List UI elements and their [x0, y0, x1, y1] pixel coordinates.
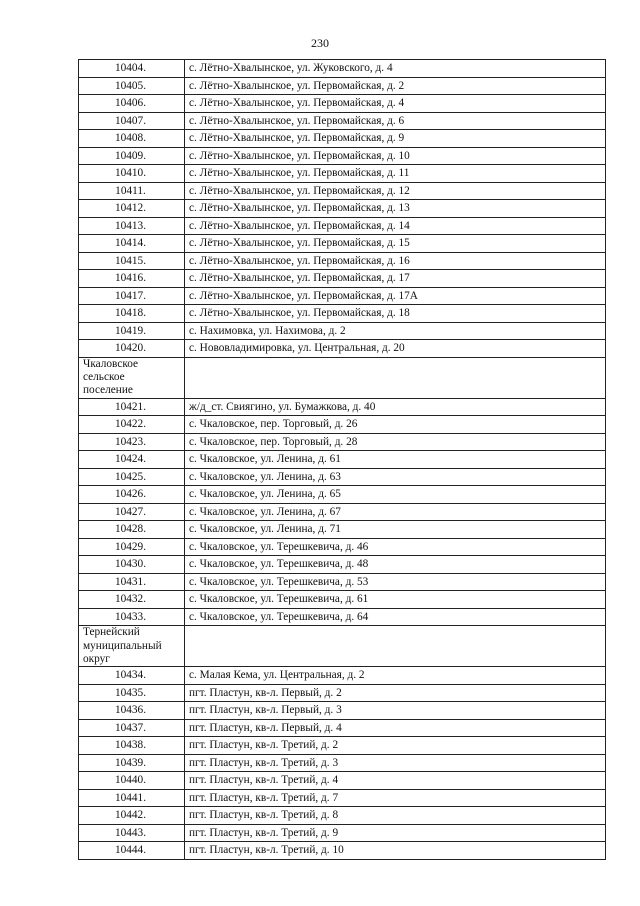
- row-number: 10441.: [79, 789, 185, 807]
- row-address: с. Чкаловское, ул. Ленина, д. 63: [185, 468, 606, 486]
- row-address: с. Лётно-Хвалынское, ул. Первомайская, д. 4: [185, 95, 606, 113]
- row-address: ж/д_ст. Свиягино, ул. Бумажкова, д. 40: [185, 398, 606, 416]
- row-address: с. Лётно-Хвалынское, ул. Первомайская, д. 18: [185, 305, 606, 323]
- section-empty-cell: [185, 357, 606, 398]
- row-number: 10438.: [79, 737, 185, 755]
- table-row: [79, 486, 606, 504]
- row-number: 10417.: [79, 287, 185, 305]
- table-row: [79, 754, 606, 772]
- table-row: [79, 235, 606, 253]
- table-row: [79, 451, 606, 469]
- row-number: 10422.: [79, 416, 185, 434]
- row-number: 10434.: [79, 667, 185, 685]
- table-row: [79, 165, 606, 183]
- table-row: [79, 433, 606, 451]
- table-row: [79, 416, 606, 434]
- row-address: с. Лётно-Хвалынское, ул. Первомайская, д. 6: [185, 112, 606, 130]
- row-number: 10426.: [79, 486, 185, 504]
- row-address: пгт. Пластун, кв-л. Третий, д. 3: [185, 754, 606, 772]
- row-number: 10430.: [79, 556, 185, 574]
- row-address: пгт. Пластун, кв-л. Первый, д. 4: [185, 719, 606, 737]
- row-address: с. Лётно-Хвалынское, ул. Первомайская, д. 10: [185, 147, 606, 165]
- row-address: с. Лётно-Хвалынское, ул. Жуковского, д. 4: [185, 60, 606, 78]
- table-row: [79, 538, 606, 556]
- row-address: с. Чкаловское, ул. Терешкевича, д. 48: [185, 556, 606, 574]
- row-address: с. Лётно-Хвалынское, ул. Первомайская, д. 2: [185, 77, 606, 95]
- row-address: пгт. Пластун, кв-л. Третий, д. 8: [185, 807, 606, 825]
- row-number: 10437.: [79, 719, 185, 737]
- row-number: 10413.: [79, 217, 185, 235]
- page-number: 230: [311, 36, 329, 50]
- table-row: [79, 608, 606, 626]
- row-address: пгт. Пластун, кв-л. Третий, д. 4: [185, 772, 606, 790]
- row-address: с. Чкаловское, ул. Терешкевича, д. 46: [185, 538, 606, 556]
- row-address: пгт. Пластун, кв-л. Первый, д. 2: [185, 684, 606, 702]
- table-row: [79, 702, 606, 720]
- row-number: 10424.: [79, 451, 185, 469]
- row-number: 10419.: [79, 322, 185, 340]
- table-row: [79, 719, 606, 737]
- row-address: с. Лётно-Хвалынское, ул. Первомайская, д. 17А: [185, 287, 606, 305]
- table-row: [79, 60, 606, 78]
- table-row: [79, 667, 606, 685]
- table-row: [79, 503, 606, 521]
- row-address: с. Лётно-Хвалынское, ул. Первомайская, д. 14: [185, 217, 606, 235]
- table-row: [79, 772, 606, 790]
- row-number: 10427.: [79, 503, 185, 521]
- row-number: 10431.: [79, 573, 185, 591]
- table-row: [79, 573, 606, 591]
- row-address: пгт. Пластун, кв-л. Третий, д. 2: [185, 737, 606, 755]
- row-number: 10405.: [79, 77, 185, 95]
- row-number: 10411.: [79, 182, 185, 200]
- row-number: 10418.: [79, 305, 185, 323]
- row-number: 10416.: [79, 270, 185, 288]
- table-row: [79, 556, 606, 574]
- row-address: с. Лётно-Хвалынское, ул. Первомайская, д. 12: [185, 182, 606, 200]
- table-row: [79, 322, 606, 340]
- section-title: Тернейский муниципальный округ: [79, 626, 185, 667]
- row-address: с. Чкаловское, пер. Торговый, д. 28: [185, 433, 606, 451]
- row-address: с. Лётно-Хвалынское, ул. Первомайская, д. 15: [185, 235, 606, 253]
- table-row: [79, 252, 606, 270]
- row-address: с. Малая Кема, ул. Центральная, д. 2: [185, 667, 606, 685]
- table-row: [79, 521, 606, 539]
- row-number: 10429.: [79, 538, 185, 556]
- table-row: [79, 182, 606, 200]
- table-row: [79, 398, 606, 416]
- row-number: 10433.: [79, 608, 185, 626]
- row-address: с. Чкаловское, ул. Ленина, д. 61: [185, 451, 606, 469]
- row-address: с. Чкаловское, пер. Торговый, д. 26: [185, 416, 606, 434]
- row-number: 10423.: [79, 433, 185, 451]
- row-number: 10435.: [79, 684, 185, 702]
- row-address: с. Чкаловское, ул. Ленина, д. 65: [185, 486, 606, 504]
- table-row: [79, 77, 606, 95]
- table-row: [79, 130, 606, 148]
- row-number: 10428.: [79, 521, 185, 539]
- section-title: Чкаловское сельское поселение: [79, 357, 185, 398]
- row-address: с. Чкаловское, ул. Терешкевича, д. 53: [185, 573, 606, 591]
- row-number: 10420.: [79, 340, 185, 358]
- table-row: [79, 95, 606, 113]
- row-number: 10444.: [79, 842, 185, 860]
- table-row: [79, 270, 606, 288]
- row-number: 10439.: [79, 754, 185, 772]
- section-header-row: [79, 626, 606, 667]
- table-row: [79, 468, 606, 486]
- row-number: 10412.: [79, 200, 185, 218]
- row-address: с. Лётно-Хвалынское, ул. Первомайская, д. 13: [185, 200, 606, 218]
- row-address: с. Лётно-Хвалынское, ул. Первомайская, д. 16: [185, 252, 606, 270]
- row-address: пгт. Пластун, кв-л. Третий, д. 9: [185, 824, 606, 842]
- row-address: с. Лётно-Хвалынское, ул. Первомайская, д. 17: [185, 270, 606, 288]
- row-number: 10406.: [79, 95, 185, 113]
- row-number: 10409.: [79, 147, 185, 165]
- row-address: с. Лётно-Хвалынское, ул. Первомайская, д. 9: [185, 130, 606, 148]
- table-row: [79, 112, 606, 130]
- row-number: 10432.: [79, 591, 185, 609]
- table-row: [79, 737, 606, 755]
- row-number: 10443.: [79, 824, 185, 842]
- table-row: [79, 217, 606, 235]
- table-row: [79, 200, 606, 218]
- row-number: 10410.: [79, 165, 185, 183]
- section-empty-cell: [185, 626, 606, 667]
- row-number: 10408.: [79, 130, 185, 148]
- table-row: [79, 824, 606, 842]
- row-number: 10442.: [79, 807, 185, 825]
- table-row: [79, 789, 606, 807]
- table-row: [79, 340, 606, 358]
- row-number: 10440.: [79, 772, 185, 790]
- table-row: [79, 305, 606, 323]
- table-row: [79, 287, 606, 305]
- row-address: пгт. Пластун, кв-л. Третий, д. 7: [185, 789, 606, 807]
- row-address: с. Чкаловское, ул. Ленина, д. 67: [185, 503, 606, 521]
- address-table: [78, 59, 606, 860]
- table-row: [79, 842, 606, 860]
- row-number: 10414.: [79, 235, 185, 253]
- row-address: с. Нововладимировка, ул. Центральная, д. 20: [185, 340, 606, 358]
- section-header-row: [79, 357, 606, 398]
- row-number: 10421.: [79, 398, 185, 416]
- row-number: 10425.: [79, 468, 185, 486]
- row-number: 10436.: [79, 702, 185, 720]
- table-row: [79, 684, 606, 702]
- table-row: [79, 147, 606, 165]
- table-row: [79, 591, 606, 609]
- row-address: с. Чкаловское, ул. Терешкевича, д. 61: [185, 591, 606, 609]
- row-number: 10407.: [79, 112, 185, 130]
- row-address: с. Чкаловское, ул. Ленина, д. 71: [185, 521, 606, 539]
- row-address: пгт. Пластун, кв-л. Первый, д. 3: [185, 702, 606, 720]
- row-address: пгт. Пластун, кв-л. Третий, д. 10: [185, 842, 606, 860]
- table-row: [79, 807, 606, 825]
- address-table-body: [79, 60, 606, 860]
- row-number: 10415.: [79, 252, 185, 270]
- row-number: 10404.: [79, 60, 185, 78]
- row-address: с. Нахимовка, ул. Нахимова, д. 2: [185, 322, 606, 340]
- row-address: с. Лётно-Хвалынское, ул. Первомайская, д. 11: [185, 165, 606, 183]
- row-address: с. Чкаловское, ул. Терешкевича, д. 64: [185, 608, 606, 626]
